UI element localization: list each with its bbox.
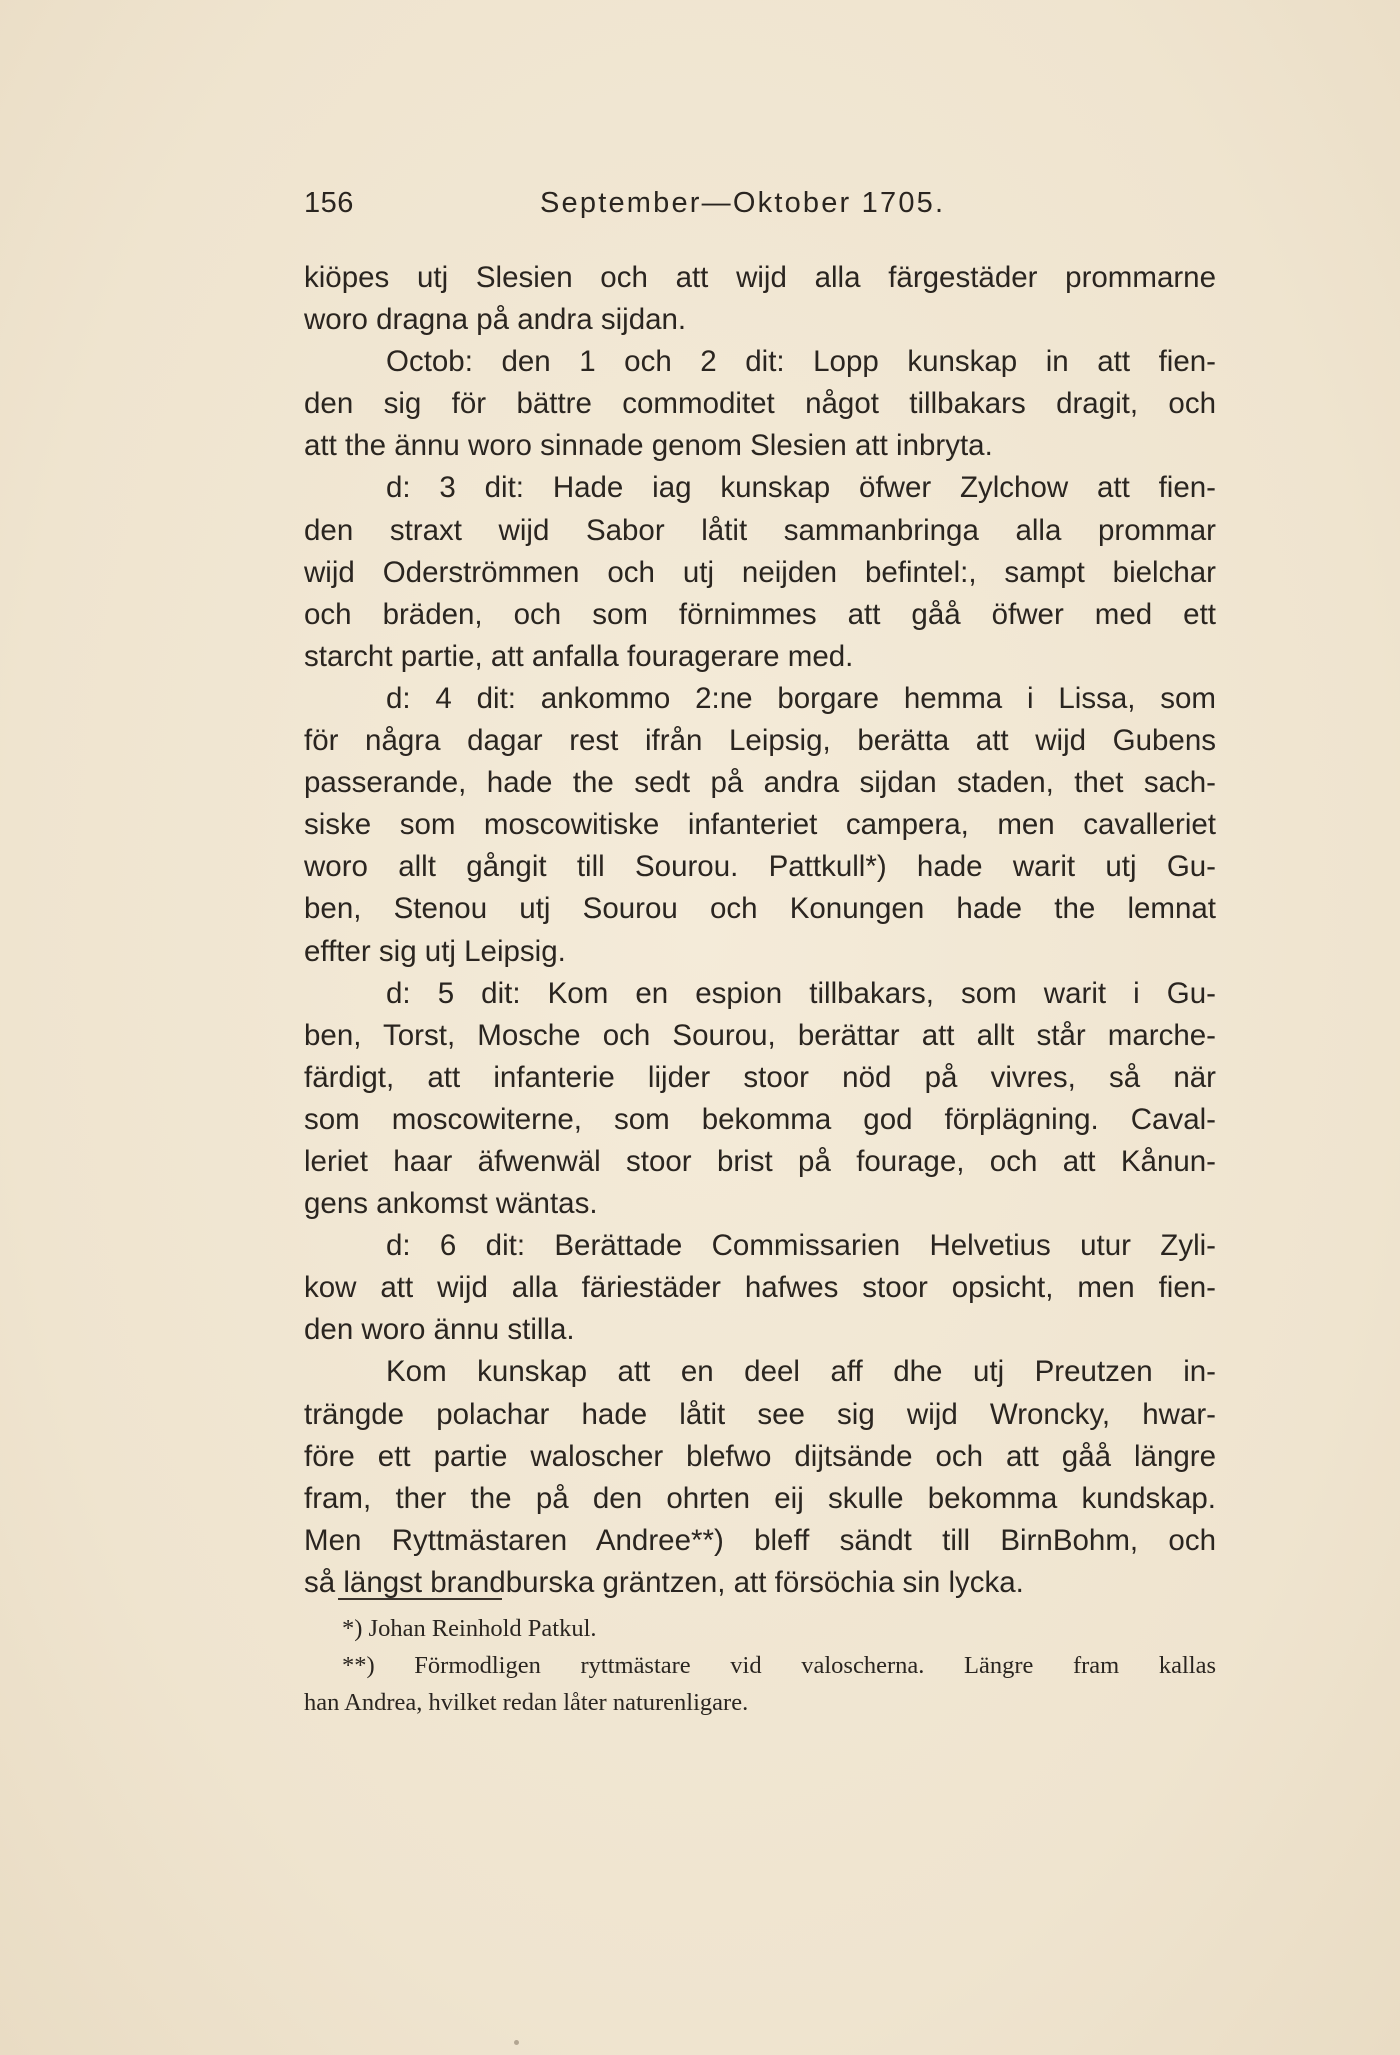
text-line: Octob: den 1 och 2 dit: Lopp kunskap in att fien- bbox=[386, 345, 1216, 379]
text-line: effter sig utj Leipsig. bbox=[304, 934, 566, 968]
text-line: siske som moscowitiske infanteriet campera, men cavalleriet bbox=[304, 808, 1216, 842]
page-header bbox=[304, 187, 1216, 231]
text-line: Men Ryttmästaren Andree**) bleff sändt till BirnBohm, och bbox=[304, 1523, 1216, 1557]
text-line: starcht partie, att anfalla fouragerare med. bbox=[304, 639, 854, 673]
running-head: September—Oktober 1705. bbox=[540, 187, 946, 219]
text-line: leriet haar äfwenwäl stoor brist på fourage, och att Kånun- bbox=[304, 1144, 1216, 1178]
text-line: trängde polachar hade låtit see sig wijd Wroncky, hwar- bbox=[304, 1397, 1216, 1431]
text-line: som moscowiterne, som bekomma god förplägning. Caval- bbox=[304, 1102, 1216, 1136]
body-text bbox=[304, 257, 1216, 1604]
text-line: före ett partie waloscher blefwo dijtsände och att gåå längre bbox=[304, 1439, 1216, 1473]
text-line: ben, Stenou utj Sourou och Konungen hade the lemnat bbox=[304, 892, 1216, 926]
text-line: wijd Oderströmmen och utj neijden befintel:, sampt bielchar bbox=[304, 555, 1216, 589]
text-line: passerande, hade the sedt på andra sijdan staden, thet sach- bbox=[304, 766, 1216, 800]
text-line: ben, Torst, Mosche och Sourou, berättar att allt står marche- bbox=[304, 1018, 1216, 1052]
text-line: den straxt wijd Sabor låtit sammanbringa alla prommar bbox=[304, 513, 1216, 547]
text-line: d: 6 dit: Berättade Commissarien Helvetius utur Zyli- bbox=[386, 1229, 1216, 1263]
footnote-line: han Andrea, hvilket redan låter naturenligare. bbox=[304, 1689, 749, 1716]
text-line: och bräden, och som förnimmes att gåå öfwer med ett bbox=[304, 597, 1216, 631]
footnote-line: **) Förmodligen ryttmästare vid valoscherna. Längre fram kallas bbox=[342, 1652, 1216, 1679]
footnote-rule bbox=[338, 1598, 502, 1600]
text-line: d: 3 dit: Hade iag kunskap öfwer Zylchow att fien- bbox=[386, 471, 1216, 505]
text-line: woro dragna på andra sijdan. bbox=[304, 303, 687, 337]
text-line: att the ännu woro sinnade genom Slesien att inbryta. bbox=[304, 429, 993, 463]
page-number: 156 bbox=[304, 187, 354, 219]
paper-speck bbox=[514, 2040, 519, 2045]
text-line: kiöpes utj Slesien och att wijd alla färgestäder prommarne bbox=[304, 261, 1216, 294]
text-line: fram, ther the på den ohrten eij skulle bekomma kundskap. bbox=[304, 1481, 1216, 1515]
text-line: d: 4 dit: ankommo 2:ne borgare hemma i Lissa, som bbox=[386, 681, 1216, 715]
footnote-line: *) Johan Reinhold Patkul. bbox=[342, 1615, 597, 1642]
text-line: woro allt gångit till Sourou. Pattkull*) hade warit utj Gu- bbox=[304, 850, 1216, 884]
text-line: färdigt, att infanterie lijder stoor nöd på vivres, så när bbox=[304, 1060, 1216, 1094]
text-line: Kom kunskap att en deel aff dhe utj Preutzen in- bbox=[386, 1355, 1216, 1389]
text-line: gens ankomst wäntas. bbox=[304, 1187, 598, 1221]
text-line: för några dagar rest ifrån Leipsig, berätta att wijd Gubens bbox=[304, 724, 1216, 758]
text-line: den sig för bättre commoditet något tillbakars dragit, och bbox=[304, 387, 1216, 421]
footnotes bbox=[304, 1610, 1216, 1721]
text-line: så längst brandburska gräntzen, att försöchia sin lycka. bbox=[304, 1565, 1024, 1599]
text-line: den woro ännu stilla. bbox=[304, 1313, 575, 1347]
text-line: d: 5 dit: Kom en espion tillbakars, som warit i Gu- bbox=[386, 976, 1216, 1010]
text-line: kow att wijd alla färiestäder hafwes stoor opsicht, men fien- bbox=[304, 1271, 1216, 1305]
